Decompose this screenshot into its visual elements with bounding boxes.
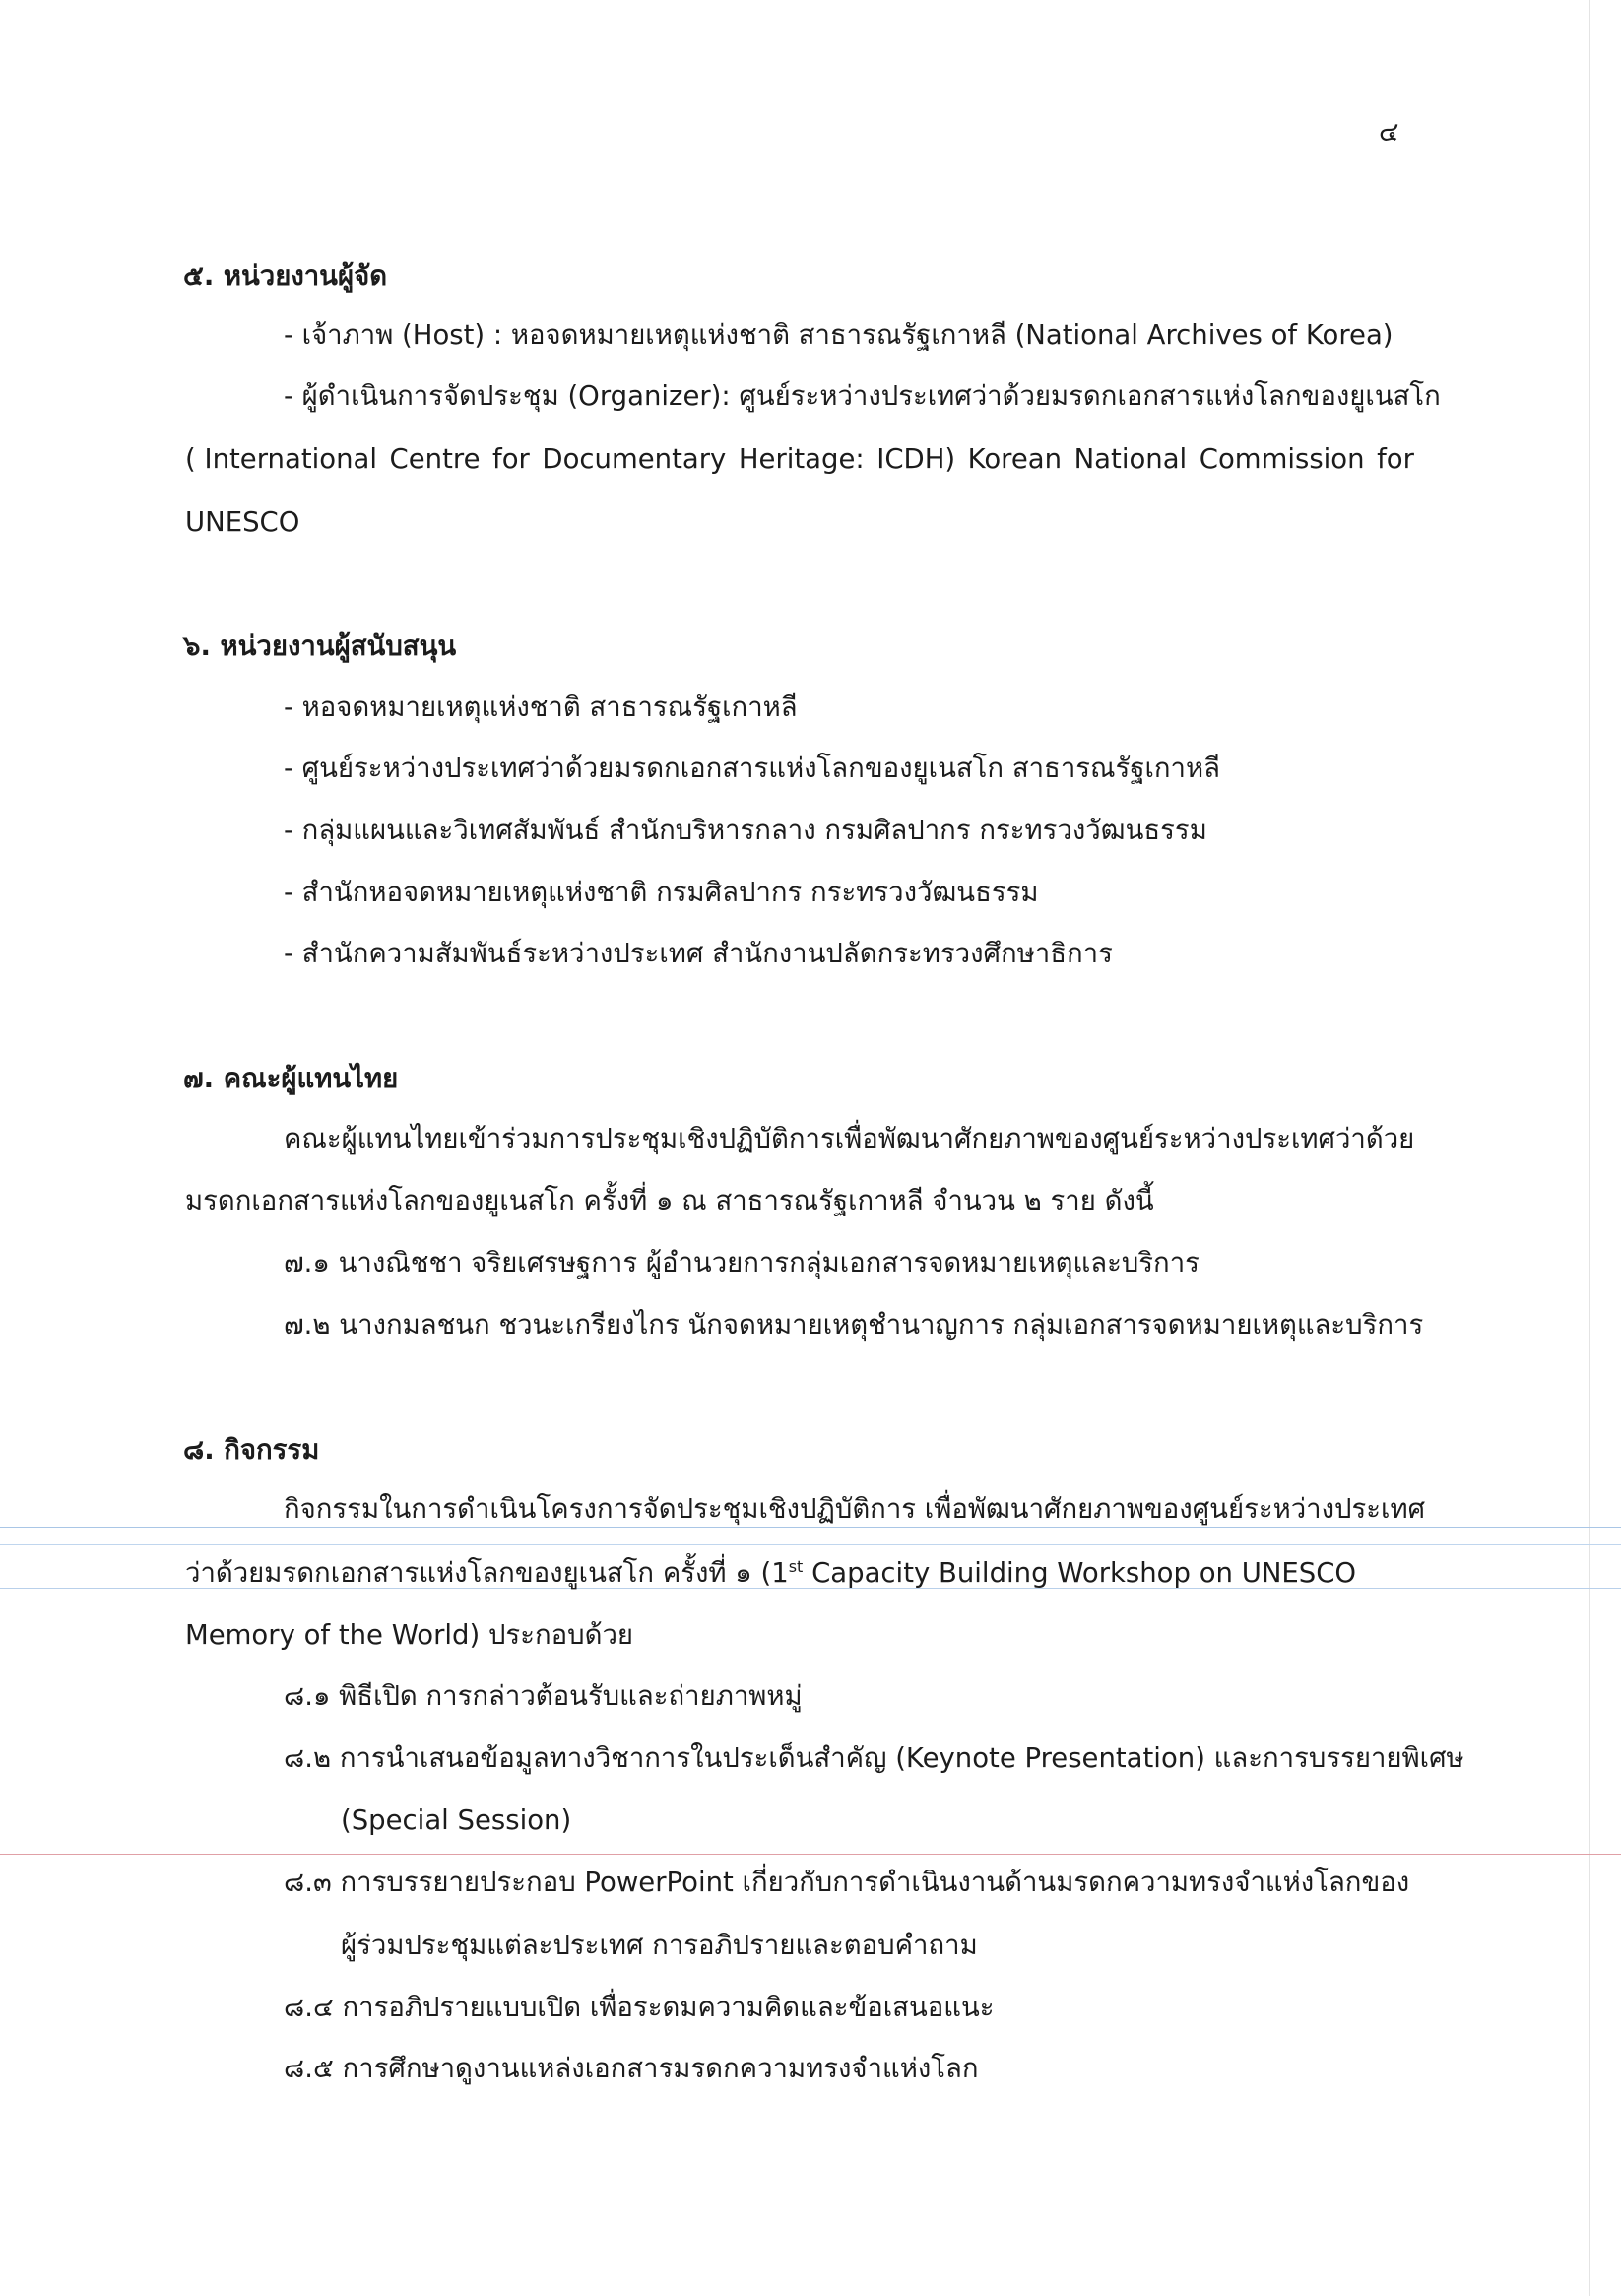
scan-line-red: [0, 1854, 1621, 1855]
section8-intro-line2-sup: st: [788, 1556, 804, 1576]
section8-item: ๘.๑ พิธีเปิด การกล่าวต้อนรับและถ่ายภาพหมู่: [284, 1680, 803, 1712]
section8-intro-line2-after: Capacity Building Workshop on UNESCO: [803, 1557, 1357, 1589]
scan-line-blue: [0, 1544, 1621, 1545]
organizer-word: for: [492, 443, 530, 475]
section6-item: - สำนักความสัมพันธ์ระหว่างประเทศ สำนักงานปลัดกระทรวงศึกษาธิการ: [284, 938, 1113, 969]
organizer-word: National: [1073, 443, 1188, 475]
section6-item: - กลุ่มแผนและวิเทศสัมพันธ์ สำนักบริหารกลาง กรมศิลปากร กระทรวงวัฒนธรรม: [284, 815, 1207, 846]
section8-item-continuation: ผู้ร่วมประชุมแต่ละประเทศ การอภิปรายและตอบคำถาม: [341, 1930, 978, 1961]
section8-item: ๘.๒ การนำเสนอข้อมูลทางวิชาการในประเด็นสำคัญ (Keynote Presentation) และการบรรยายพิเศษ: [284, 1742, 1464, 1774]
section6-heading: ๖. หน่วยงานผู้สนับสนุน: [183, 630, 457, 662]
scan-edge-line: [1589, 0, 1590, 2296]
section7-heading: ๗. คณะผู้แทนไทย: [183, 1063, 399, 1094]
section8-item: ๘.๕ การศึกษาดูงานแหล่งเอกสารมรดกความทรงจำแห่งโลก: [284, 2053, 979, 2084]
section6-item: - หอจดหมายเหตุแห่งชาติ สาธารณรัฐเกาหลี: [284, 691, 798, 723]
section5-organizer-line1: - ผู้ดำเนินการจัดประชุม (Organizer): ศูนย์ระหว่างประเทศว่าด้วยมรดกเอกสารแห่งโลกของยูเนสโก: [284, 380, 1441, 412]
organizer-word: Commission: [1199, 443, 1365, 475]
section8-intro-line2-before: ว่าด้วยมรดกเอกสารแห่งโลกของยูเนสโก ครั้งที่ ๑ (1: [185, 1557, 789, 1589]
section8-item-continuation: (Special Session): [341, 1804, 572, 1836]
section7-intro-line1: คณะผู้แทนไทยเข้าร่วมการประชุมเชิงปฏิบัติการเพื่อพัฒนาศักยภาพของศูนย์ระหว่างประเทศว่าด้วย: [284, 1123, 1415, 1154]
organizer-word: Heritage:: [738, 443, 865, 475]
section8-intro-line3: Memory of the World) ประกอบด้วย: [185, 1619, 634, 1651]
organizer-word: ICDH): [876, 443, 956, 475]
page-number: ๔: [1379, 117, 1399, 148]
organizer-word: for: [1377, 443, 1414, 475]
organizer-word: Korean: [967, 443, 1063, 475]
organizer-word: ( International: [185, 443, 377, 475]
section8-heading: ๘. กิจกรรม: [183, 1434, 320, 1466]
section7-intro-line2: มรดกเอกสารแห่งโลกของยูเนสโก ครั้งที่ ๑ ณ สาธารณรัฐเกาหลี จำนวน ๒ ราย ดังนี้: [185, 1185, 1154, 1216]
section7-member: ๗.๒ นางกมลชนก ชวนะเกรียงไกร นักจดหมายเหตุชำนาญการ กลุ่มเอกสารจดหมายเหตุและบริการ: [284, 1309, 1424, 1341]
section8-item: ๘.๓ การบรรยายประกอบ PowerPoint เกี่ยวกับการดำเนินงานด้านมรดกความทรงจำแห่งโลกของ: [284, 1867, 1410, 1898]
section6-item: - สำนักหอจดหมายเหตุแห่งชาติ กรมศิลปากร กระทรวงวัฒนธรรม: [284, 877, 1039, 908]
section6-item: - ศูนย์ระหว่างประเทศว่าด้วยมรดกเอกสารแห่งโลกของยูเนสโก สาธารณรัฐเกาหลี: [284, 753, 1220, 784]
section5-heading: ๕. หน่วยงานผู้จัด: [183, 260, 388, 292]
organizer-word: Documentary: [542, 443, 727, 475]
section8-intro-line2: [185, 1553, 1356, 1593]
section7-member: ๗.๑ นางณิชชา จริยเศรษฐการ ผู้อำนวยการกลุ่มเอกสารจดหมายเหตุและบริการ: [284, 1247, 1200, 1279]
section5-organizer-line3: UNESCO: [185, 506, 300, 538]
organizer-word: Centre: [389, 443, 481, 475]
section8-intro-line1: กิจกรรมในการดำเนินโครงการจัดประชุมเชิงปฏิบัติการ เพื่อพัฒนาศักยภาพของศูนย์ระหว่างประเทศ: [284, 1493, 1426, 1525]
section5-host: - เจ้าภาพ (Host) : หอจดหมายเหตุแห่งชาติ สาธารณรัฐเกาหลี (National Archives of Korea): [284, 319, 1394, 351]
section8-item: ๘.๔ การอภิปรายแบบเปิด เพื่อระดมความคิดและข้อเสนอแนะ: [284, 1992, 995, 2023]
section5-organizer-line2: [185, 439, 1414, 479]
